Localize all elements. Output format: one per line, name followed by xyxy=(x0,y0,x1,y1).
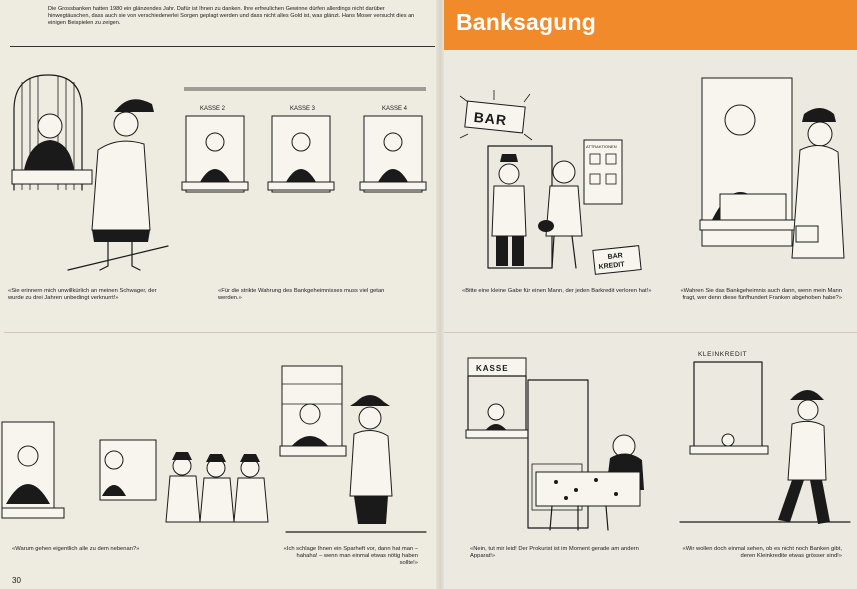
caption-3: «Bitte eine kleine Gabe für einen Mann, der jeden Barkredit verloren hat!» xyxy=(462,288,652,294)
caption-7: «Nein, tut mir leid! Der Prokurist ist im Moment gerade am andern Apparat!» xyxy=(470,546,639,560)
sign-barkredit-1: BAR xyxy=(607,252,624,261)
cartoon-three-tellers xyxy=(180,86,430,204)
page-title: Banksagung xyxy=(456,9,597,35)
sign-kasse-4: KASSE 4 xyxy=(382,106,408,112)
caption-6: «Ich schlage Ihnen ein Sparheft vor, dann hat man – hahaha! – wenn man einmal etwas nötig haben sollte!» xyxy=(283,546,418,567)
caption-5: «Warum gehen eigentlich alle zu dem nebenan?» xyxy=(12,546,140,552)
page-number: 30 xyxy=(12,576,21,585)
cartoon-bar-credit-beggar xyxy=(460,90,650,280)
caption-8: «Wir wollen doch einmal sehen, ob es nicht noch Banken gibt, deren Kleinkredite etwas grösser sind!» xyxy=(682,546,842,560)
cartoon-savings-book-offer xyxy=(280,364,430,539)
sign-kasse-2: KASSE 2 xyxy=(200,106,226,112)
cartoon-kleinkredit-window xyxy=(680,346,850,534)
sign-kasse-3: KASSE 3 xyxy=(290,106,316,112)
header-rule xyxy=(10,46,435,47)
cartoon-kasse-phone xyxy=(466,354,662,540)
sign-kleinkredit: KLEINKREDIT xyxy=(698,351,748,358)
row-divider-left xyxy=(4,332,436,333)
cartoon-queue-next-counter xyxy=(2,404,272,532)
cartoon-teller-and-lady xyxy=(8,70,178,280)
caption-4: «Wahren Sie das Bankgeheimnis auch dann, wenn mein Mann fragt, wer denn diese fünfhundert Franken abgehoben habe?» xyxy=(680,288,842,302)
sign-bar: BAR xyxy=(473,108,508,129)
cartoon-wife-at-counter xyxy=(700,76,850,276)
sign-attraktionen: ATTRAKTIONEN xyxy=(586,144,617,149)
row-divider-right xyxy=(444,332,857,333)
intro-text: Die Grossbanken hatten 1980 ein glänzendes Jahr. Dafür ist Ihnen zu danken. Ihre erfreulichen Gewinne dürfen allerdings nicht darüber hinwegtäuschen, dass auch sie von verschiedenerlei Sorgen geplagt werden und dass nicht alles Gold ist, was glänzt. Hans Moser versucht dies an einigen Beispielen zu zeigen. xyxy=(48,6,415,27)
sign-barkredit-2: KREDIT xyxy=(598,261,625,271)
sign-kasse: KASSE xyxy=(476,364,509,373)
caption-2: «Für die strikte Wahrung des Bankgeheimnisses muss viel getan werden.» xyxy=(218,288,385,302)
caption-1: «Sie erinnern mich unwillkürlich an meinen Schwager, der wurde zu drei Jahren unbedingt verknurrt!» xyxy=(8,288,157,302)
page-gutter xyxy=(436,0,444,589)
